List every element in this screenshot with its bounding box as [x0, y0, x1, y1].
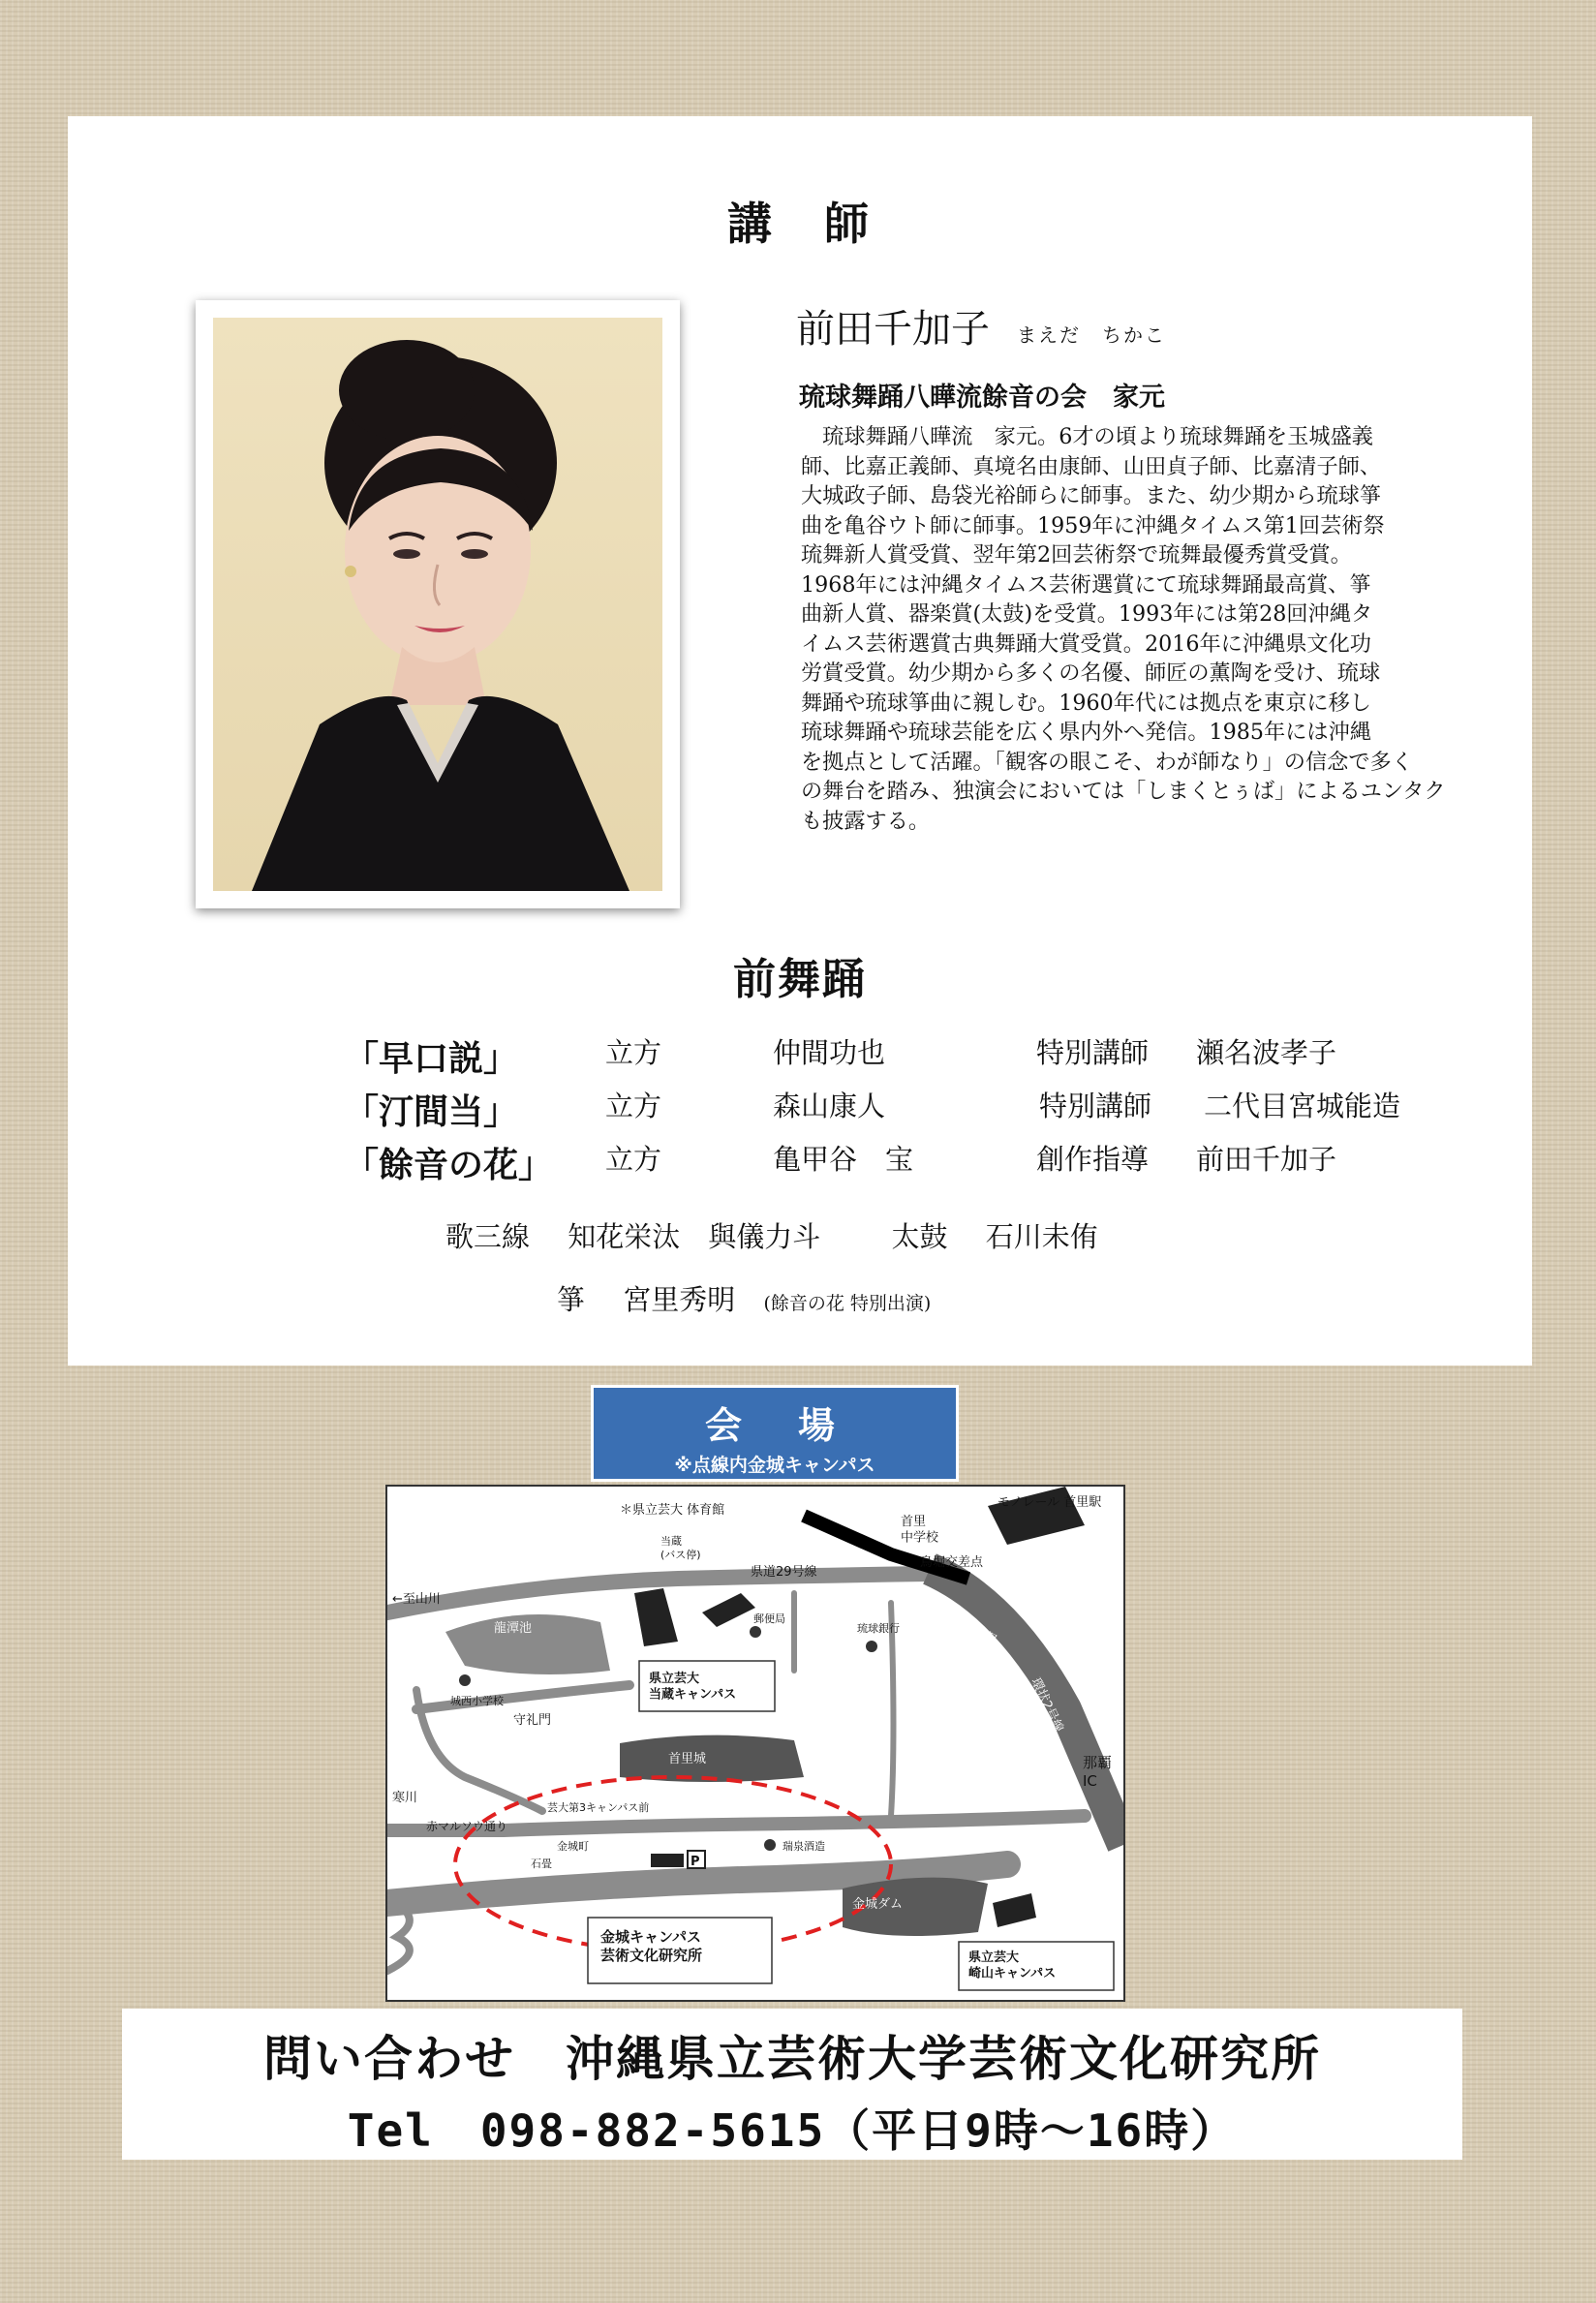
bio-line: も披露する。	[801, 808, 931, 834]
map-label-shureimon: 守礼門	[513, 1713, 552, 1728]
bio-line: 大城政子師、島袋光裕師らに師事。また、幼少期から琉球箏	[801, 483, 1382, 508]
map-label-akamaruso: 赤マルソウ通り	[426, 1820, 508, 1833]
map-label-kinjo-campus: 金城キャンパス芸術文化研究所	[600, 1928, 703, 1964]
koto-note: (餘音の花 特別出演)	[763, 1293, 932, 1314]
koto-name: 宮里秀明	[623, 1283, 736, 1316]
instructor-name-kana: まえだ ちかこ	[1017, 323, 1166, 347]
map-label-gym: ＊県立芸大 体育館	[620, 1503, 725, 1518]
bio-line: 琉舞新人賞受賞、翌年第2回芸術祭で琉舞最優秀賞受賞。	[801, 542, 1352, 568]
dance-credit-role: 特別講師	[1039, 1090, 1152, 1122]
dance-credit-name: 二代目宮城能造	[1204, 1090, 1401, 1122]
dance-credit-name: 瀬名波孝子	[1196, 1036, 1337, 1069]
map-label-naha-ic: 那覇 IC	[1083, 1754, 1113, 1790]
bio-line: を拠点として活躍。「観客の眼こそ、わが師なり」の信念で多く	[801, 749, 1413, 775]
venue-note: ※点線内金城キャンパス	[674, 1455, 875, 1476]
bio-line: 曲を亀谷ウト師に師事。1959年に沖縄タイムス第1回芸術祭	[801, 512, 1385, 538]
venue-box	[591, 1385, 959, 1482]
map-label-kinjo-dam: 金城ダム	[852, 1897, 904, 1912]
bio-line: 琉球舞踊八曄流 家元。6才の頃より琉球舞踊を玉城盛義	[801, 424, 1373, 449]
pre-dance-heading: 前舞踊	[733, 955, 867, 1004]
dance-role: 立方	[605, 1036, 662, 1069]
bio-line: 琉球舞踊や琉球芸能を広く県内外へ発信。1985年には沖縄	[801, 720, 1371, 745]
map-label-josai-es: 城西小学校	[450, 1695, 504, 1707]
dance-credit-role: 創作指導	[1036, 1143, 1150, 1176]
instructor-name: 前田千加子	[796, 307, 990, 352]
instructor-photo	[213, 318, 662, 891]
dance-credit-role: 特別講師	[1036, 1036, 1150, 1069]
bio-line: 舞踊や琉球箏曲に親しむ。1960年代には拠点を東京に移し	[801, 690, 1371, 716]
map-label-gibo: ←至儀保	[949, 1612, 999, 1648]
map-label-samukawa: 寒川	[392, 1791, 418, 1805]
dance-title: 「早口説」	[344, 1039, 519, 1079]
bio-line: イムス芸術選賞古典舞踊大賞受賞。2016年に沖縄県文化功	[801, 630, 1371, 657]
instructor-photo-frame	[196, 300, 680, 908]
dance-performer: 森山康人	[773, 1090, 886, 1122]
bio-line: 1968年には沖縄タイムス芸術選賞にて琉球舞踊最高賞、箏	[801, 571, 1371, 598]
bio-line: 師、比嘉正義師、真境名由康師、山田貞子師、比嘉清子師、	[801, 453, 1382, 479]
map-label-shuri-jhs: 首里中学校	[901, 1515, 939, 1546]
dance-title: 「餘音の花」	[344, 1146, 554, 1185]
map-label-sakiyama-campus: 県立芸大崎山キャンパス	[968, 1950, 1057, 1981]
map-label-campus3: 芸大第3キャンパス前	[547, 1801, 650, 1814]
dance-role: 立方	[605, 1143, 662, 1176]
map-label-route29: 県道29号線	[751, 1565, 817, 1580]
musicians-line-1	[445, 1215, 1098, 1255]
drum-label: 太鼓	[891, 1220, 948, 1253]
dance-performer: 亀甲谷 宝	[773, 1143, 914, 1176]
map-label-loop2: 環状2号線	[1028, 1675, 1066, 1735]
instructor-organization: 琉球舞踊八曄流餘音の会 家元	[799, 383, 1165, 413]
map-label-yamagawa: ←至山川	[392, 1592, 441, 1607]
contact-line-2: Tel 098-882-5615（平日9時～16時）	[347, 2104, 1238, 2157]
map-label-zuisen: 瑞泉酒造	[783, 1840, 825, 1853]
map-label-parking: P	[691, 1855, 700, 1869]
contact-box	[122, 2009, 1462, 2160]
dance-title: 「汀間当」	[344, 1092, 519, 1132]
bio-line: 労賞受賞。幼少期から多くの名優、師匠の薫陶を受け、琉球	[801, 660, 1381, 686]
drum-name: 石川未侑	[985, 1220, 1098, 1253]
bio-line: 曲新人賞、器楽賞(太鼓)を受賞。1993年には第28回沖縄タ	[801, 601, 1373, 627]
map-label-kinjo-cho: 金城町	[557, 1840, 589, 1853]
instructor-panel	[68, 116, 1532, 1366]
sanshin-label: 歌三線	[445, 1220, 531, 1253]
map-label-toshi: 当蔵(バス停)	[660, 1535, 701, 1561]
map-label-post: 郵便局	[753, 1612, 785, 1625]
map-label-yonabaru: 至与那原→	[1008, 1745, 1038, 1808]
venue-title: 会 場	[704, 1404, 844, 1447]
koto-label: 箏	[557, 1283, 586, 1316]
map-label-tobaru: 鳥堀交差点	[920, 1555, 984, 1570]
map-label-ryutan: 龍潭池	[494, 1621, 533, 1636]
dance-performer: 仲間功也	[773, 1036, 886, 1069]
map-label-shurijo: 首里城	[668, 1752, 707, 1766]
instructor-name-row	[796, 298, 1166, 353]
sanshin-names: 知花栄汰 與儀力斗	[568, 1220, 821, 1253]
bio-line: の舞台を踏み、独演会においては「しまくとぅば」によるユンタク	[801, 779, 1446, 804]
dance-credit-name: 前田千加子	[1196, 1143, 1337, 1176]
map-label-ishitatami: 石畳	[531, 1858, 552, 1870]
map-label-toshi-campus: 県立芸大当蔵キャンパス	[649, 1672, 737, 1703]
dance-role: 立方	[605, 1090, 662, 1122]
venue-map	[385, 1485, 1125, 2002]
contact-line-1: 問い合わせ 沖縄県立芸術大学芸術文化研究所	[263, 2031, 1321, 2087]
map-label-ryukyu-bank: 琉球銀行	[857, 1622, 900, 1635]
instructor-heading: 講 師	[727, 198, 873, 250]
musicians-line-2	[557, 1278, 931, 1318]
instructor-bio	[801, 422, 1498, 836]
map-label-monorail: モノレール 首里駅	[998, 1495, 1102, 1510]
